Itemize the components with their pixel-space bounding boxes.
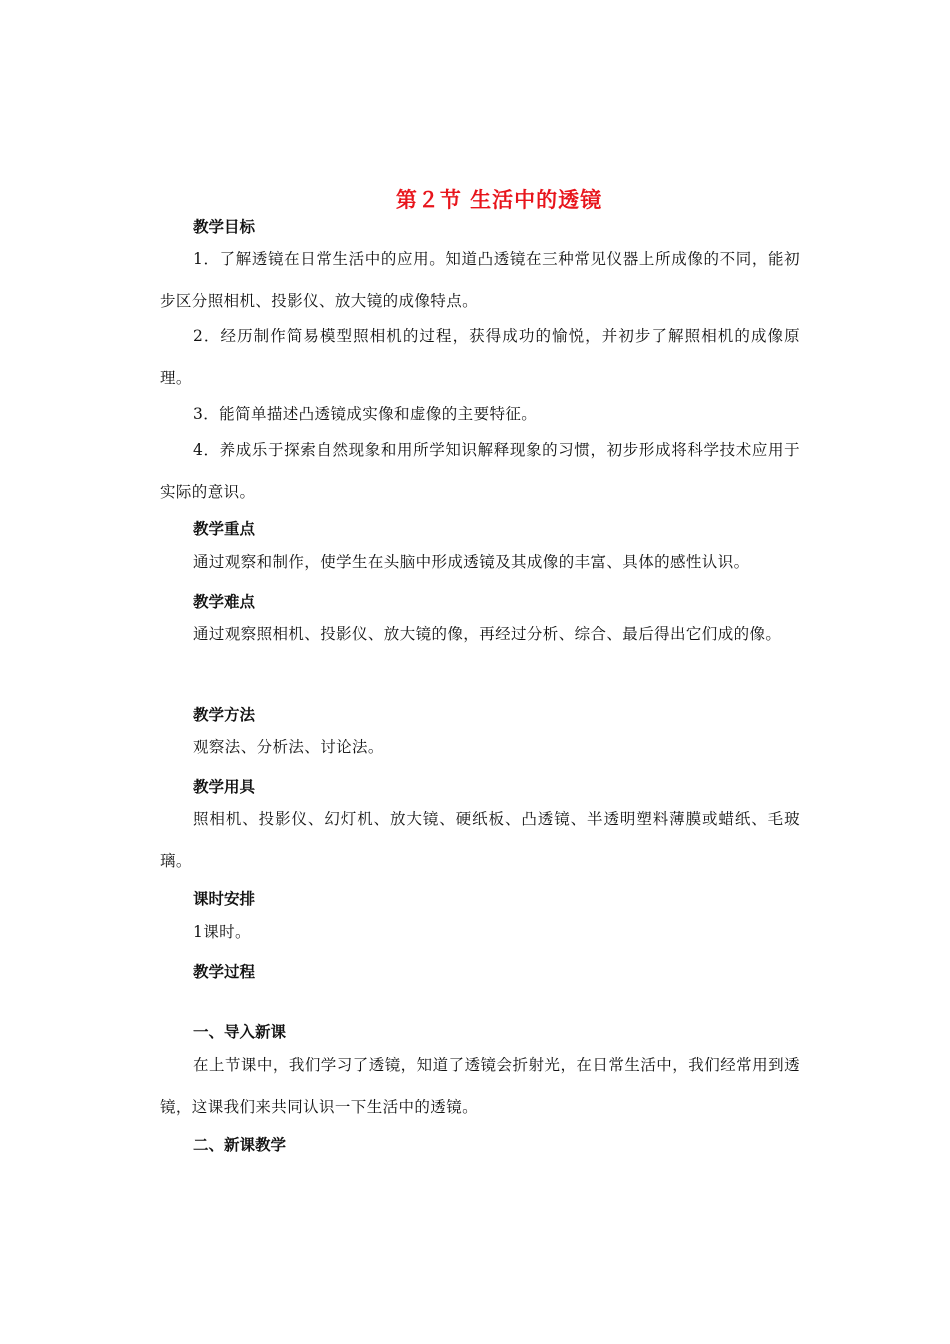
process-heading: 教学过程: [193, 963, 256, 981]
tools-heading: 教学用具: [193, 778, 256, 796]
intro-text: 在上节课中，我们学习了透镜，知道了透镜会折射光，在日常生活中，我们经常用到透镜，这课我们来共同认识一下生活中的透镜。: [160, 1056, 800, 1116]
difficulty-text: 通过观察照相机、投影仪、放大镜的像，再经过分析、综合、最后得出它们成的像。: [193, 625, 782, 643]
objectives-heading: 教学目标: [193, 218, 256, 236]
key-heading: 教学重点: [193, 520, 256, 538]
new-lesson-heading: 二、新课教学: [193, 1136, 287, 1154]
difficulty-heading: 教学难点: [193, 593, 256, 611]
schedule-text: 1课时。: [193, 923, 251, 941]
intro-heading: 一、导入新课: [193, 1023, 287, 1041]
method-heading: 教学方法: [193, 706, 256, 724]
schedule-heading: 课时安排: [193, 890, 256, 908]
objective-item: 3．能简单描述凸透镜成实像和虚像的主要特征。: [193, 405, 538, 423]
objective-item: 1．了解透镜在日常生活中的应用。知道凸透镜在三种常见仪器上所成像的不同，能初步区分照相机、投影仪、放大镜的成像特点。: [160, 250, 800, 310]
objective-item: 4．养成乐于探索自然现象和用所学知识解释现象的习惯，初步形成将科学技术应用于实际的意识。: [160, 441, 800, 501]
objective-item: 2．经历制作简易模型照相机的过程，获得成功的愉悦，并初步了解照相机的成像原理。: [160, 327, 800, 387]
tools-text: 照相机、投影仪、幻灯机、放大镜、硬纸板、凸透镜、半透明塑料薄膜或蜡纸、毛玻璃。: [160, 810, 800, 870]
page-title: 第２节 生活中的透镜: [395, 188, 603, 212]
method-text: 观察法、分析法、讨论法。: [193, 738, 384, 756]
key-text: 通过观察和制作，使学生在头脑中形成透镜及其成像的丰富、具体的感性认识。: [193, 553, 750, 571]
